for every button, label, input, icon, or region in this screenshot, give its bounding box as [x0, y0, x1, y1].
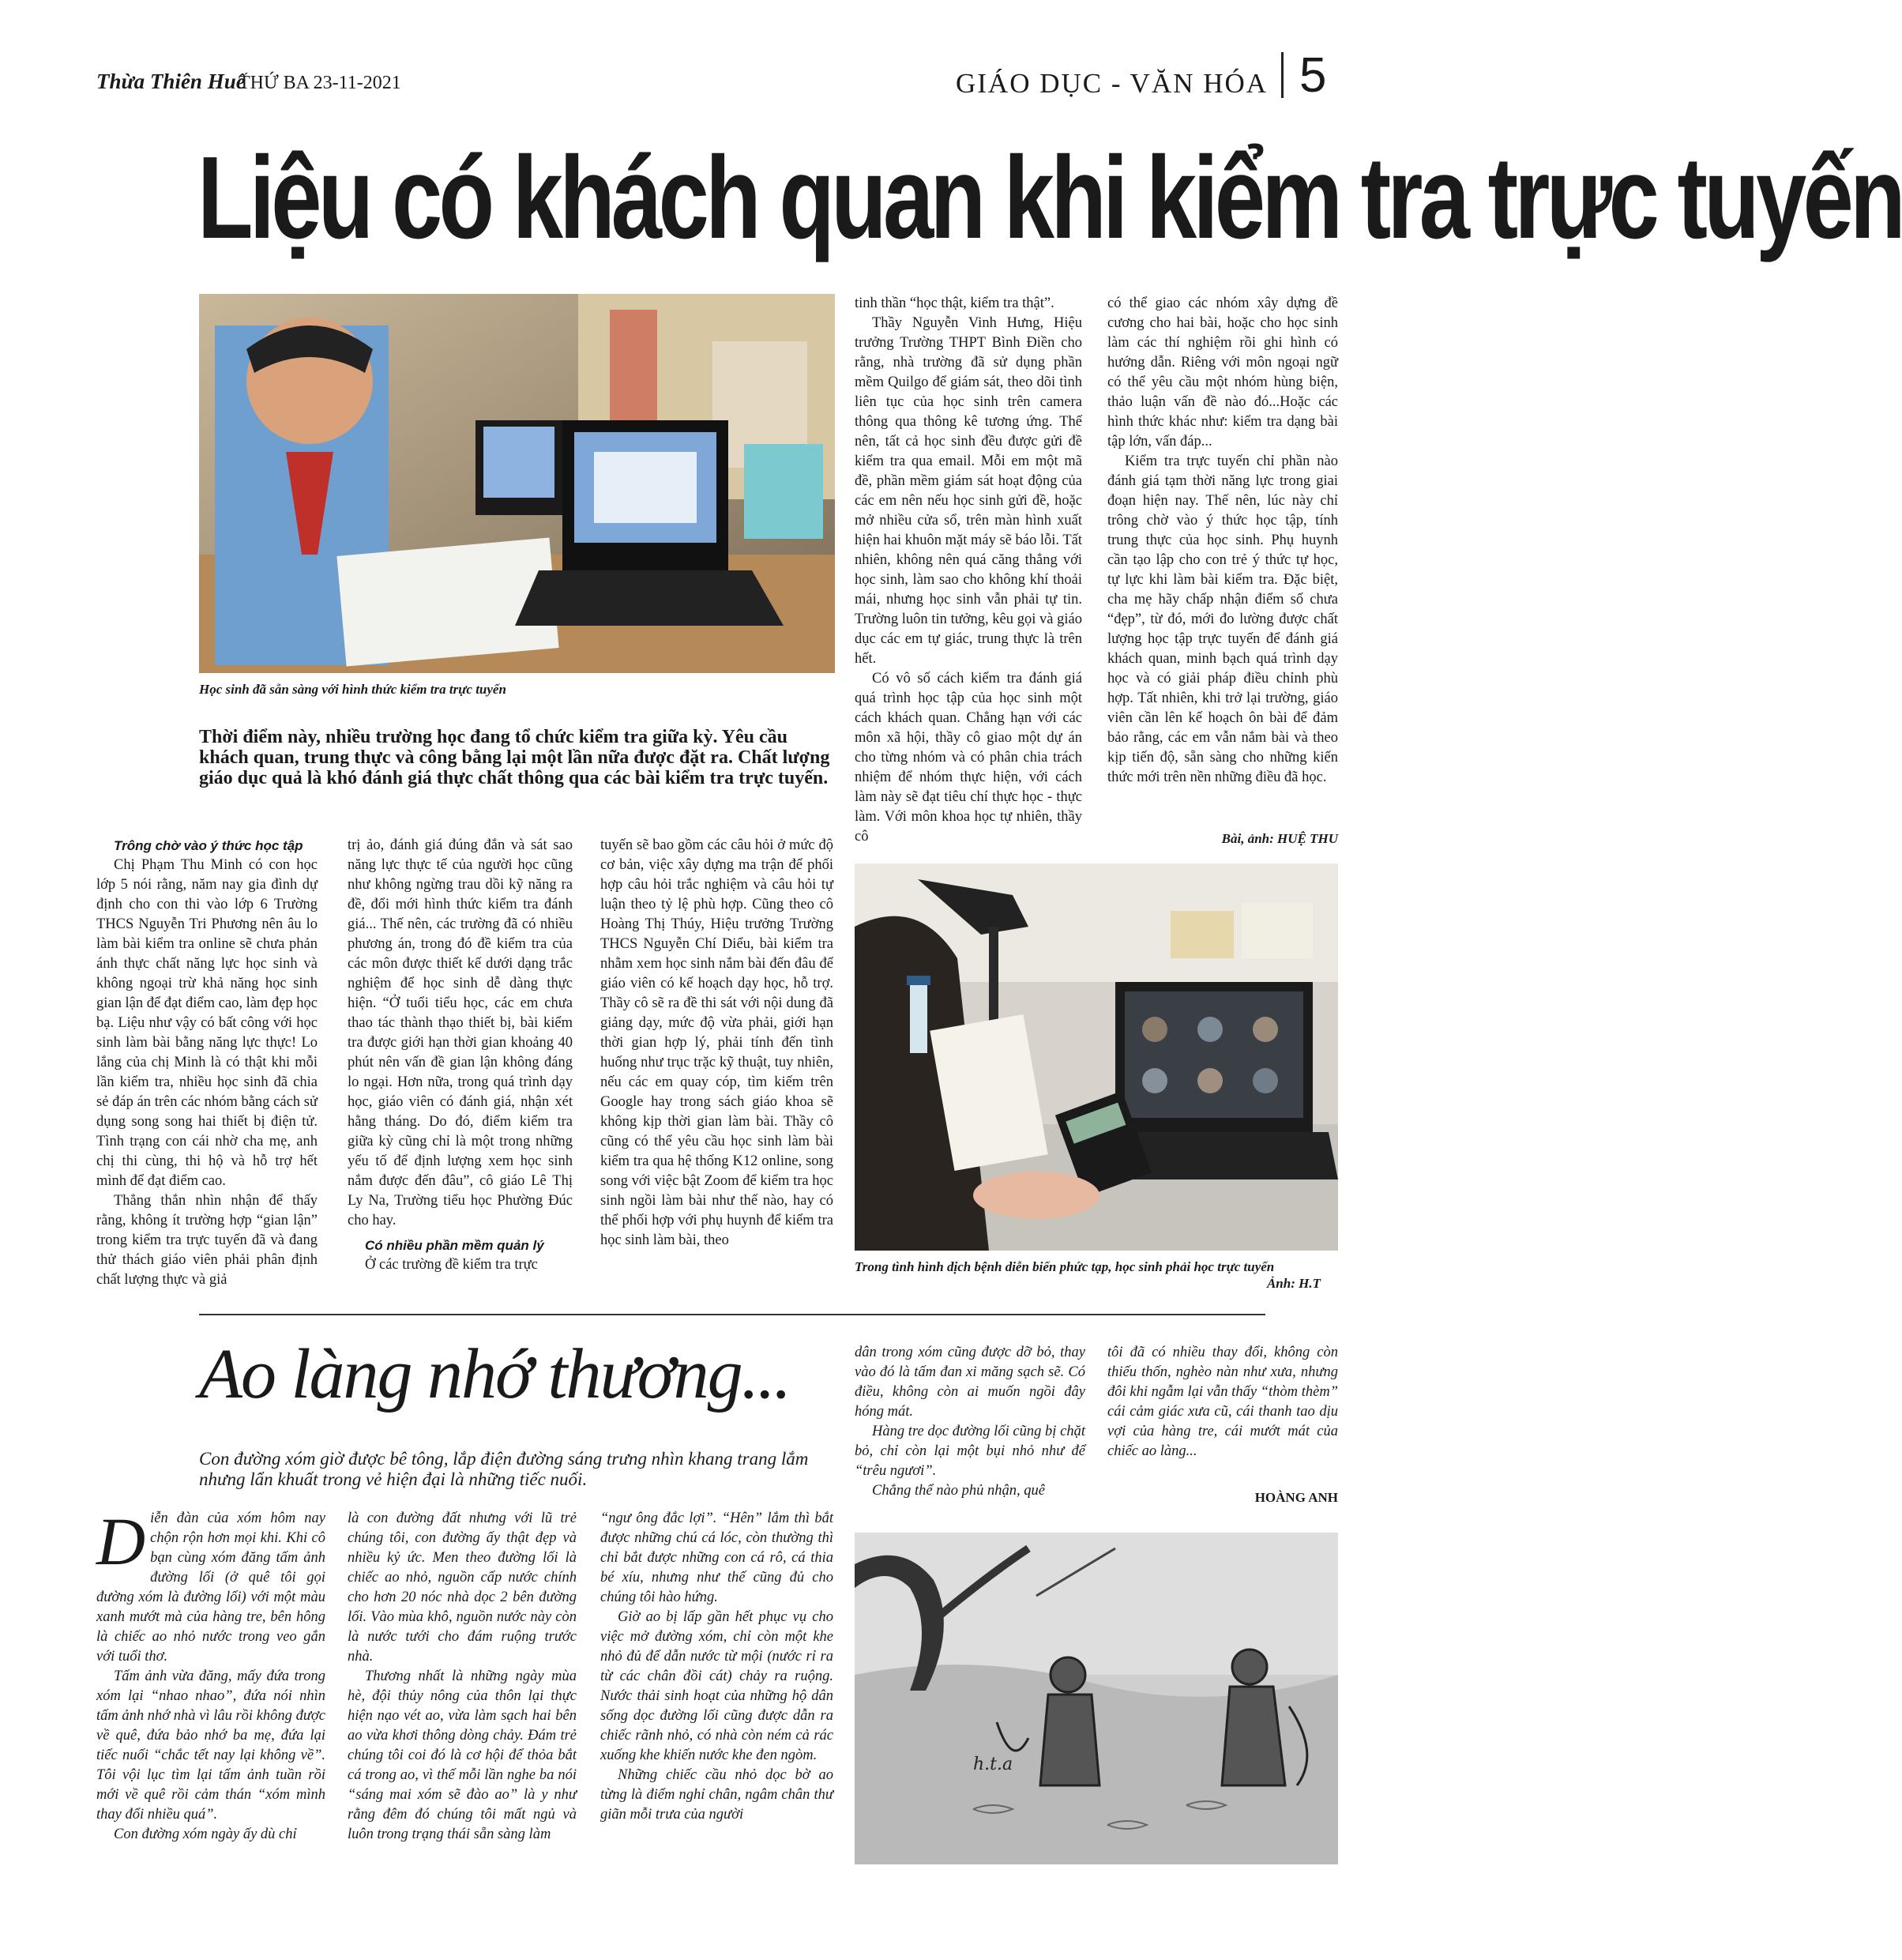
section-title: GIÁO DỤC - VĂN HÓA [956, 68, 1269, 99]
paragraph: iễn đàn của xóm hôm nay chộn rộn hơn mọi khi. Khi cô bạn cùng xóm đăng tấm ảnh đường lối (ở quê tôi gọi đường xóm là đường lối) với một màu xanh mướt mà của hàng tre, bên hông là chiếc ao nhỏ nước trong veo gắn với tuổi thơ. [96, 1510, 325, 1665]
article-column-4 [855, 294, 1082, 847]
paragraph: dân trong xóm cũng được dỡ bỏ, thay vào đó là tấm đan xi măng sạch sẽ. Có điều, không còn ai muốn ngồi đây hóng mát. [855, 1345, 1085, 1420]
paper-name: Thừa Thiên Huế [96, 70, 246, 93]
illustration-pond-fishing [855, 1533, 1338, 1864]
article-lead: Thời điểm này, nhiều trường học đang tổ chức kiểm tra giữa kỳ. Yêu cầu khách quan, trung thực và công bằng lại một lần nữa được đặt ra. Chất lượng giáo dục quả là khó đánh giá thực chất thông qua các bài kiểm tra trực tuyến. [199, 727, 830, 788]
subheading: Có nhiều phần mềm quản lý [365, 1238, 544, 1253]
paragraph: tuyến sẽ bao gồm các câu hỏi ở mức độ cơ bản, việc xây dựng ma trận để phối hợp câu hỏi trắc nghiệm và câu hỏi tự luận theo tỷ lệ phù hợp. Cũng theo cô Hoàng Thị Thúy, Hiệu trưởng Trường THCS Nguyễn Chí Diểu, bài kiểm tra nhằm xem học sinh nắm bài đến đâu để giáo viên có kế hoạch dạy học, hỗ trợ. Thầy cô sẽ ra đề thi sát với nội dung đã giảng dạy, mức độ vừa phải, giới hạn thời gian hợp lý, phải tính đến tình huống như trục trặc kỹ thuật, tuy nhiên, nếu các em quay cóp, tìm kiếm trên Google hay trong sách giáo khoa sẽ không kịp thời gian làm bài. Thầy cô cũng có thể yêu cầu học sinh làm bài kiểm tra qua hệ thống K12 online, song song với việc bật Zoom để kiểm tra học sinh ngồi làm bài như thế nào, hay có thể phối hợp với phụ huynh để kiểm tra học sinh làm bài, theo [600, 837, 833, 1248]
paragraph: Ở các trường đề kiểm tra trực [365, 1257, 538, 1273]
paragraph: tinh thần “học thật, kiểm tra thật”. [855, 295, 1054, 311]
photo-student-online-class [855, 863, 1338, 1251]
paragraph: Thương nhất là những ngày mùa hè, đội thủy nông của thôn lại thực hiện nạo vét ao, vừa làm sạch hai bên ao vừa khơi thông dòng chảy. Đám trẻ chúng tôi coi đó là cơ hội để thỏa bắt cá trong ao, vì thế mỗi lần nghe ba nói “sáng mai xóm sẽ đào ao” là y như rằng đêm đó chúng tôi mất ngủ và luôn trong trạng thái sẵn sàng làm [348, 1668, 577, 1842]
photo2-credit: Ảnh: H.T [1266, 1276, 1321, 1291]
article-column-2 [348, 836, 573, 1275]
paragraph: “ngư ông đắc lợi”. “Hên” lắm thì bắt được những chú cá lóc, còn thường thì chỉ bắt được những con cá rô, cá thia bé xíu, nhưng như thế cũng đủ cho chúng tôi hào hứng. [600, 1510, 833, 1605]
paragraph: Tấm ảnh vừa đăng, mấy đứa trong xóm lại “nhao nhao”, đứa nói nhìn tấm ảnh nhớ nhà vì lâu rồi không được về quê, đứa bảo nhớ ba mẹ, đứa lại tiếc nuối “chắc tết nay lại không về”. Tôi vội lục tìm lại tấm ảnh tuần rồi mới về quê rồi cảm thán “xóm mình thay đổi nhiều quá”. [96, 1668, 325, 1823]
paragraph: Chẳng thể nào phủ nhận, quê [872, 1483, 1045, 1499]
feature-column-2 [348, 1509, 577, 1845]
issue-date: THỨ BA 23-11-2021 [239, 73, 401, 93]
paragraph: là con đường đất nhưng với lũ trẻ chúng tôi, con đường ấy thật đẹp và nhiều kỷ ức. Men theo đường lối là chiếc ao nhỏ, nguồn cấp nước chính cho hơn 20 nóc nhà dọc 2 bên đường lối. Vào mùa khô, nguồn nước này còn là nước tưới cho đám ruộng trước nhà. [348, 1510, 577, 1665]
paragraph: Kiểm tra trực tuyến chỉ phần nào đánh giá tạm thời năng lực trong giai đoạn hiện nay. Thế nên, lúc này chỉ trông chờ vào ý thức học tập, tính trung thực của học sinh. Phụ huynh cần tạo lập cho con trẻ ý thức tự học, tự lực khi làm bài kiểm tra. Đặc biệt, cha mẹ hãy chấp nhận điểm số chưa “đẹp”, từ đó, mới đo lường được chất lượng học tập trực tuyến để đánh giá khách quan, minh bạch quá trình dạy học và có giải pháp điều chỉnh phù hợp. Tất nhiên, khi trở lại trường, giáo viên cần lên kế hoạch ôn bài để đảm bảo rằng, các em vẫn nắm bài và theo kịp tiến độ, sẵn sàng cho những kiến thức mới trên nền những điều đã học. [1107, 453, 1338, 785]
paragraph: Hàng tre dọc đường lối cũng bị chặt bỏ, chỉ còn lại một bụi nhỏ như để “trêu ngươi”. [855, 1424, 1085, 1479]
article-headline: Liệu có khách quan khi kiểm tra trực tuyến [197, 133, 1902, 263]
feature-lead: Con đường xóm giờ được bê tông, lắp điện đường sáng trưng nhìn khang trang lắm nhưng lẩn khuất trong vẻ hiện đại là những tiếc nuối. [199, 1449, 809, 1489]
section-divider [199, 1314, 1265, 1315]
paragraph: Có vô số cách kiểm tra đánh giá quá trình học tập của học sinh một cách khách quan. Chẳng hạn với các môn xã hội, thầy cô giao một dự án cho từng nhóm và có phân chia trách nhiệm để nhóm thực hiện, với cách làm này sẽ đạt tiêu chí thực học - thực làm. Với môn khoa học tự nhiên, thầy cô [855, 671, 1082, 845]
page-number: 5 [1299, 48, 1327, 103]
article-column-1 [96, 836, 318, 1290]
masthead-divider [1281, 52, 1284, 98]
feature-signature: HOÀNG ANH [1254, 1490, 1338, 1505]
article-column-3 [600, 836, 833, 1251]
subheading: Trông chờ vào ý thức học tập [114, 838, 303, 853]
photo-students-laptop [199, 294, 835, 673]
paragraph: trị ảo, đánh giá đúng đắn và sát sao năng lực thực tế của người học cũng như không ngừng trau dồi kỹ năng ra đề, đổi mới hình thức kiểm tra đánh giá... Thế nên, các trường đã có nhiều phương án, trong đó đề kiểm tra của các môn được thiết kế dưới dạng trắc nghiệm để học sinh dễ dàng thực hiện. “Ở tuổi tiểu học, các em chưa thao tác thành thạo thiết bị, bài kiểm tra được giới hạn thời gian khoảng 40 phút nên vấn đề gian lận không đáng lo ngại. Hơn nữa, trong quá trình dạy học, giáo viên có đánh giá, nhận xét hằng tháng. Do đó, điểm kiểm tra giữa kỳ cũng chỉ là một trong những yếu tố để định lượng xem học sinh nắm được đến đâu”, cô giáo Lê Thị Ly Na, Trường tiểu học Phường Đúc cho hay. [348, 837, 573, 1228]
feature-column-1 [96, 1503, 325, 1845]
paragraph: Thẳng thắn nhìn nhận để thấy rằng, không ít trường hợp “gian lận” trong kiểm tra trực tuyến đã và đang thử thách giáo viên phải phân định chất lượng thực và giả [96, 1193, 318, 1288]
photo2-caption: Trong tình hình dịch bệnh diễn biến phức tạp, học sinh phải học trực tuyến [855, 1259, 1275, 1274]
drop-cap: D [96, 1503, 146, 1579]
illustration-signature: h.t.a [973, 1755, 1013, 1774]
article-byline: Bài, ảnh: HUỆ THU [1221, 831, 1338, 846]
photo1-caption: Học sinh đã sẵn sàng với hình thức kiểm tra trực tuyến [199, 682, 506, 697]
paragraph: Con đường xóm ngày ấy dù chỉ [114, 1826, 297, 1842]
paragraph: Giờ ao bị lấp gần hết phục vụ cho việc mở đường xóm, chỉ còn một khe nhỏ đủ để dẫn nước từ mội (nước rỉ ra từ các chân đồi cát) chảy ra ruộng. Nước thải sinh hoạt của những hộ dân sống dọc đường lối cũng được dẫn ra chiếc rãnh nhỏ, có nhà còn ném cả rác xuống khe khiến nước khe đen ngòm. [600, 1609, 833, 1763]
feature-column-4 [855, 1343, 1085, 1501]
paragraph: có thể giao các nhóm xây dựng đề cương cho hai bài, hoặc cho học sinh làm các thí nghiệm rồi ghi hình có hướng dẫn. Riêng với môn ngoại ngữ có thể yêu cầu một nhóm hùng biện, thảo luận vấn đề nào đó...Hoặc các hình thức khác như: kiểm tra dạng bài tập lớn, vấn đáp... [1107, 295, 1338, 450]
paragraph: Những chiếc cầu nhỏ dọc bờ ao từng là điểm nghỉ chân, ngâm chân thư giãn mỗi trưa của người [600, 1767, 833, 1823]
feature-column-5 [1107, 1343, 1338, 1462]
paragraph: Thầy Nguyễn Vinh Hưng, Hiệu trưởng Trường THPT Bình Điền cho rằng, nhà trường đã sử dụng phần mềm Quilgo để giám sát, theo dõi tình liên tục của học sinh trên camera thông qua thông kê tương ứng. Thế nên, tất cả học sinh đều được gửi đề kiểm tra qua email. Mỗi em một mã đề, phần mềm giám sát hoạt động của các em nên nếu học sinh gửi đề, hoặc mở nhiều cửa sổ, trên màn hình xuất hiện hai khuôn mặt máy sẽ báo lỗi. Tất nhiên, không nên quá căng thẳng với học sinh, làm sao cho không khí thoải mái, nhưng học sinh vẫn phải tự tin. Trường luôn tin tưởng, kêu gọi và giáo dục các em tự giác, trung thực là trên hết. [855, 315, 1082, 667]
paragraph: Chị Phạm Thu Minh có con học lớp 5 nói rằng, năm nay gia đình dự định cho con thi vào lớp 6 Trường THCS Nguyễn Tri Phương nên âu lo làm bài kiểm tra online sẽ chưa phản ánh thực chất năng lực học sinh và không ngoại trừ khả năng học sinh gian lận để đạt điểm cao, làm đẹp học bạ. Liệu như vậy có bất công với học sinh làm bài bằng năng lực thực! Lo lắng của chị Minh là có thật khi mỗi lần kiểm tra, nhiều học sinh đã chia sẻ đáp án trên các nhóm bằng cách sử dụng song song hai thiết bị điện tử. Tình trạng con cái nhờ cha mẹ, anh chị thi cùng, thi hộ và hỗ trợ hết mình để đạt điểm cao. [96, 857, 318, 1189]
article-column-5 [1107, 294, 1338, 788]
feature-column-3 [600, 1509, 833, 1825]
paragraph: tôi đã có nhiều thay đổi, không còn thiếu thốn, nghèo nàn như xưa, nhưng đôi khi ngẫm lại vẫn thấy “thòm thèm” cái cảm giác xưa cũ, cái thanh tao dịu vợi của hàng tre, cái mướt mát của chiếc ao làng... [1107, 1345, 1338, 1459]
feature-title: Ao làng nhớ thương... [199, 1335, 791, 1413]
